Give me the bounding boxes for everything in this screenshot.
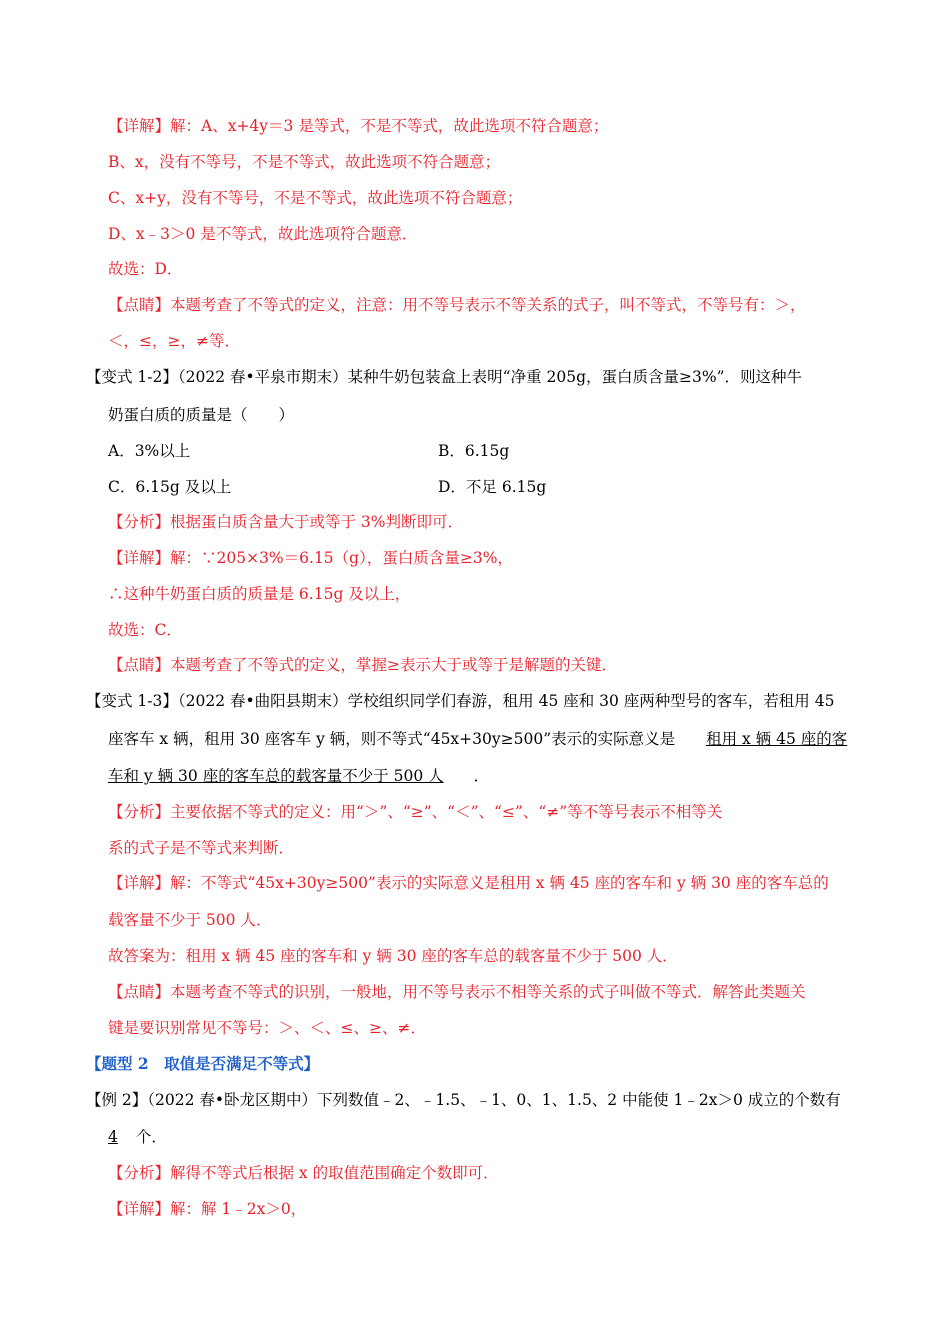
answer-blank: 车和 y 辆 30 座的客车总的载客量不少于 500 人 <box>108 767 444 785</box>
detail-line: 【详解】解：解 1﹣2x＞0， <box>108 1200 307 1218</box>
option-d: D．不足 6.15g <box>438 478 547 496</box>
question-text: ． <box>473 767 490 785</box>
answer-blank: 租用 x 辆 45 座的客 <box>706 730 848 748</box>
comment-line: 键是要识别常见不等号：＞、＜、≤、≥、≠． <box>108 1019 426 1037</box>
answer-line: 故答案为：租用 x 辆 45 座的客车和 y 辆 30 座的客车总的载客量不少于 500 人． <box>108 947 678 965</box>
option-b: B．6.15g <box>438 442 510 460</box>
comment-line: 【点睛】本题考查了不等式的定义，掌握≥表示大于或等于是解题的关键． <box>108 656 617 674</box>
blank-space <box>444 767 474 785</box>
analysis-line: 【分析】主要依据不等式的定义：用“＞”、“≥”、“＜”、“≤”、“≠”等不等号表示不相等关 <box>108 803 723 821</box>
detail-line: D、x﹣3＞0 是不等式，故此选项符合题意． <box>108 225 418 243</box>
comment-line: 【点睛】本题考查不等式的识别，一般地，用不等号表示不相等关系的式子叫做不等式．解答此类题关 <box>108 983 806 1001</box>
detail-line: ∴这种牛奶蛋白质的质量是 6.15g 及以上， <box>108 585 411 603</box>
detail-line: C、x+y，没有不等号，不是不等式，故此选项不符合题意； <box>108 189 523 207</box>
question-line <box>108 1127 167 1147</box>
question-line: 【变式 1-3】（2022 春•曲阳县期末）学校组织同学们春游，租用 45 座和 30 座两种型号的客车，若租用 45 <box>86 692 835 710</box>
comment-line: 【点睛】本题考查了不等式的定义，注意：用不等号表示不等关系的式子，叫不等式，不等号有：＞， <box>108 296 806 314</box>
answer-line: 故选：C． <box>108 621 182 639</box>
answer-blank: 4 <box>108 1128 118 1146</box>
detail-line: 【详解】解：∵205×3%＝6.15（g），蛋白质含量≥3%， <box>108 549 513 567</box>
question-line <box>108 766 489 786</box>
question-line <box>108 729 847 749</box>
question-line: 【例 2】（2022 春•卧龙区期中）下列数值﹣2、﹣1.5、﹣1、0、1、1.5、2 中能使 1﹣2x＞0 成立的个数有 <box>86 1091 841 1109</box>
detail-line: 【详解】解：A、x+4y＝3 是等式，不是不等式，故此选项不符合题意； <box>108 117 609 135</box>
question-text: 座客车 x 辆，租用 30 座客车 y 辆，则不等式“45x+30y≥500”表示的实际意义是 <box>108 730 676 748</box>
analysis-line: 【分析】根据蛋白质含量大于或等于 3%判断即可． <box>108 513 464 531</box>
question-text: 个． <box>135 1128 167 1146</box>
analysis-line: 【分析】解得不等式后根据 x 的取值范围确定个数即可． <box>108 1164 499 1182</box>
answer-line: 故选：D． <box>108 260 183 278</box>
question-line: 奶蛋白质的质量是（ ） <box>108 406 295 424</box>
detail-line: 【详解】解：不等式“45x+30y≥500”表示的实际意义是租用 x 辆 45 座的客车和 y 辆 30 座的客车总的 <box>108 874 829 892</box>
option-a: A．3%以上 <box>108 442 191 460</box>
question-line: 【变式 1-2】（2022 春•平泉市期末）某种牛奶包装盒上表明“净重 205g，蛋白质含量≥3%”．则这种牛 <box>86 368 803 386</box>
section-heading: 【题型 2 取值是否满足不等式】 <box>86 1054 320 1073</box>
detail-line: 载客量不少于 500 人． <box>108 911 272 929</box>
option-c: C．6.15g 及以上 <box>108 478 232 496</box>
comment-line: ＜，≤，≥，≠等． <box>108 332 240 350</box>
analysis-line: 系的式子是不等式来判断． <box>108 839 295 857</box>
detail-line: B、x，没有不等号，不是不等式，故此选项不符合题意； <box>108 153 501 171</box>
